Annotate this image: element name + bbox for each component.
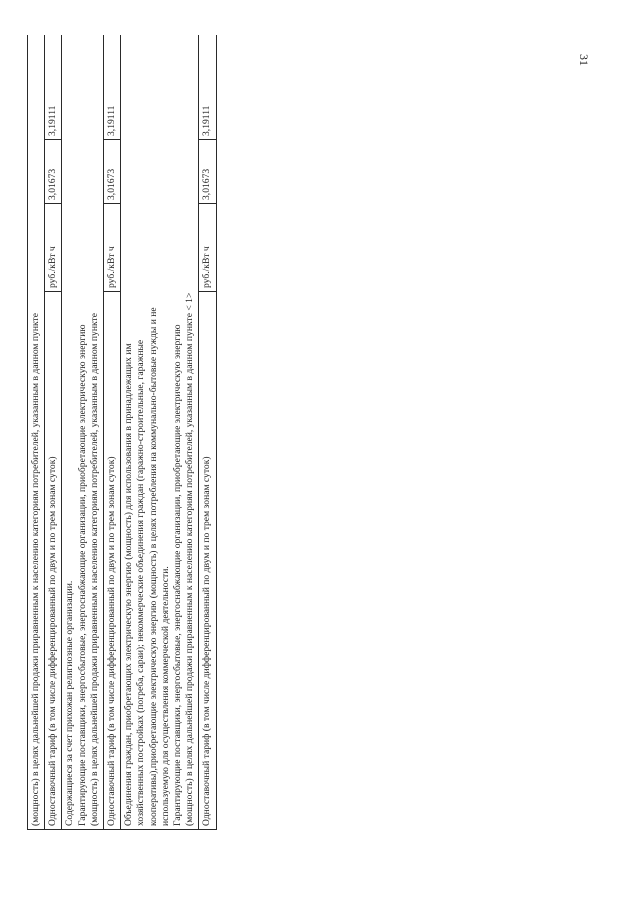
tariff-row <box>45 35 62 830</box>
category-row <box>121 35 199 830</box>
category-description-line: (мощность) в целях дальнейшей продажи приравненным к населению категориям потребителей, указанным в данном пункте <box>30 313 41 826</box>
tariff-value-2-cell: 3,19111 <box>104 35 121 140</box>
tariff-table <box>27 35 217 830</box>
unit-cell: руб./кВт ч <box>104 204 121 292</box>
category-description-cell <box>121 35 199 830</box>
category-description-line: (мощность) в целях дальнейшей продажи приравненным к населению категориям потребителей, указанным в данном пункте < 1> <box>184 292 196 826</box>
category-row <box>62 35 104 830</box>
tariff-value-2-cell: 3,19111 <box>199 35 216 140</box>
tariff-label-cell: Одноставочный тариф (в том числе дифференцированный по двум и по трем зонам суток) <box>104 292 121 830</box>
category-description-line: используемую для осуществления коммерческой деятельности. <box>159 566 171 826</box>
rotated-table-frame <box>27 35 369 830</box>
category-description-cell <box>62 35 104 830</box>
tariff-value-1-cell: 3,01673 <box>45 140 62 204</box>
tariff-value-2-cell: 3,19111 <box>45 35 62 140</box>
category-description-line: (мощность) в целях дальнейшей продажи приравненным к населению категориям потребителей, указанным в данном пункте <box>88 313 100 826</box>
unit-cell: руб./кВт ч <box>199 204 216 292</box>
category-description-line: кооперативы),приобретающие электрическую энергию (мощность) в целях потребления на коммунально-бытовые нужды и не <box>147 307 159 826</box>
category-row <box>28 35 45 830</box>
tariff-row <box>104 35 121 830</box>
category-description-cell <box>28 35 45 830</box>
tariff-row <box>199 35 216 830</box>
category-description-line: Содержащиеся за счет прихожан религиозные организации. <box>64 580 76 826</box>
tariff-value-1-cell: 3,01673 <box>104 140 121 204</box>
tariff-value-1-cell: 3,01673 <box>199 140 216 204</box>
category-description-line: Гарантирующие поставщики, энергосбытовые, энергоснабжающие организации, приобретающие электрическую энергию <box>172 324 184 826</box>
category-description-line: Объединения граждан, приобретающих электрическую энергию (мощность) для использования в принадлежащих им <box>123 343 135 826</box>
page-number: 31 <box>577 54 591 66</box>
tariff-label-cell: Одноставочный тариф (в том числе дифференцированный по двум и по трем зонам суток) <box>199 292 216 830</box>
unit-cell: руб./кВт ч <box>45 204 62 292</box>
tariff-label-cell: Одноставочный тариф (в том числе дифференцированный по двум и по трем зонам суток) <box>45 292 62 830</box>
category-description-line: Гарантирующие поставщики, энергосбытовые, энергоснабжающие организации, приобретающие электрическую энергию <box>76 324 88 826</box>
tariff-table-container <box>27 35 369 830</box>
category-description-line: хозяйственных постройках (погреба, сараи); некоммерческие объединения граждан (гаражно-строительные, гаражные <box>135 339 147 826</box>
